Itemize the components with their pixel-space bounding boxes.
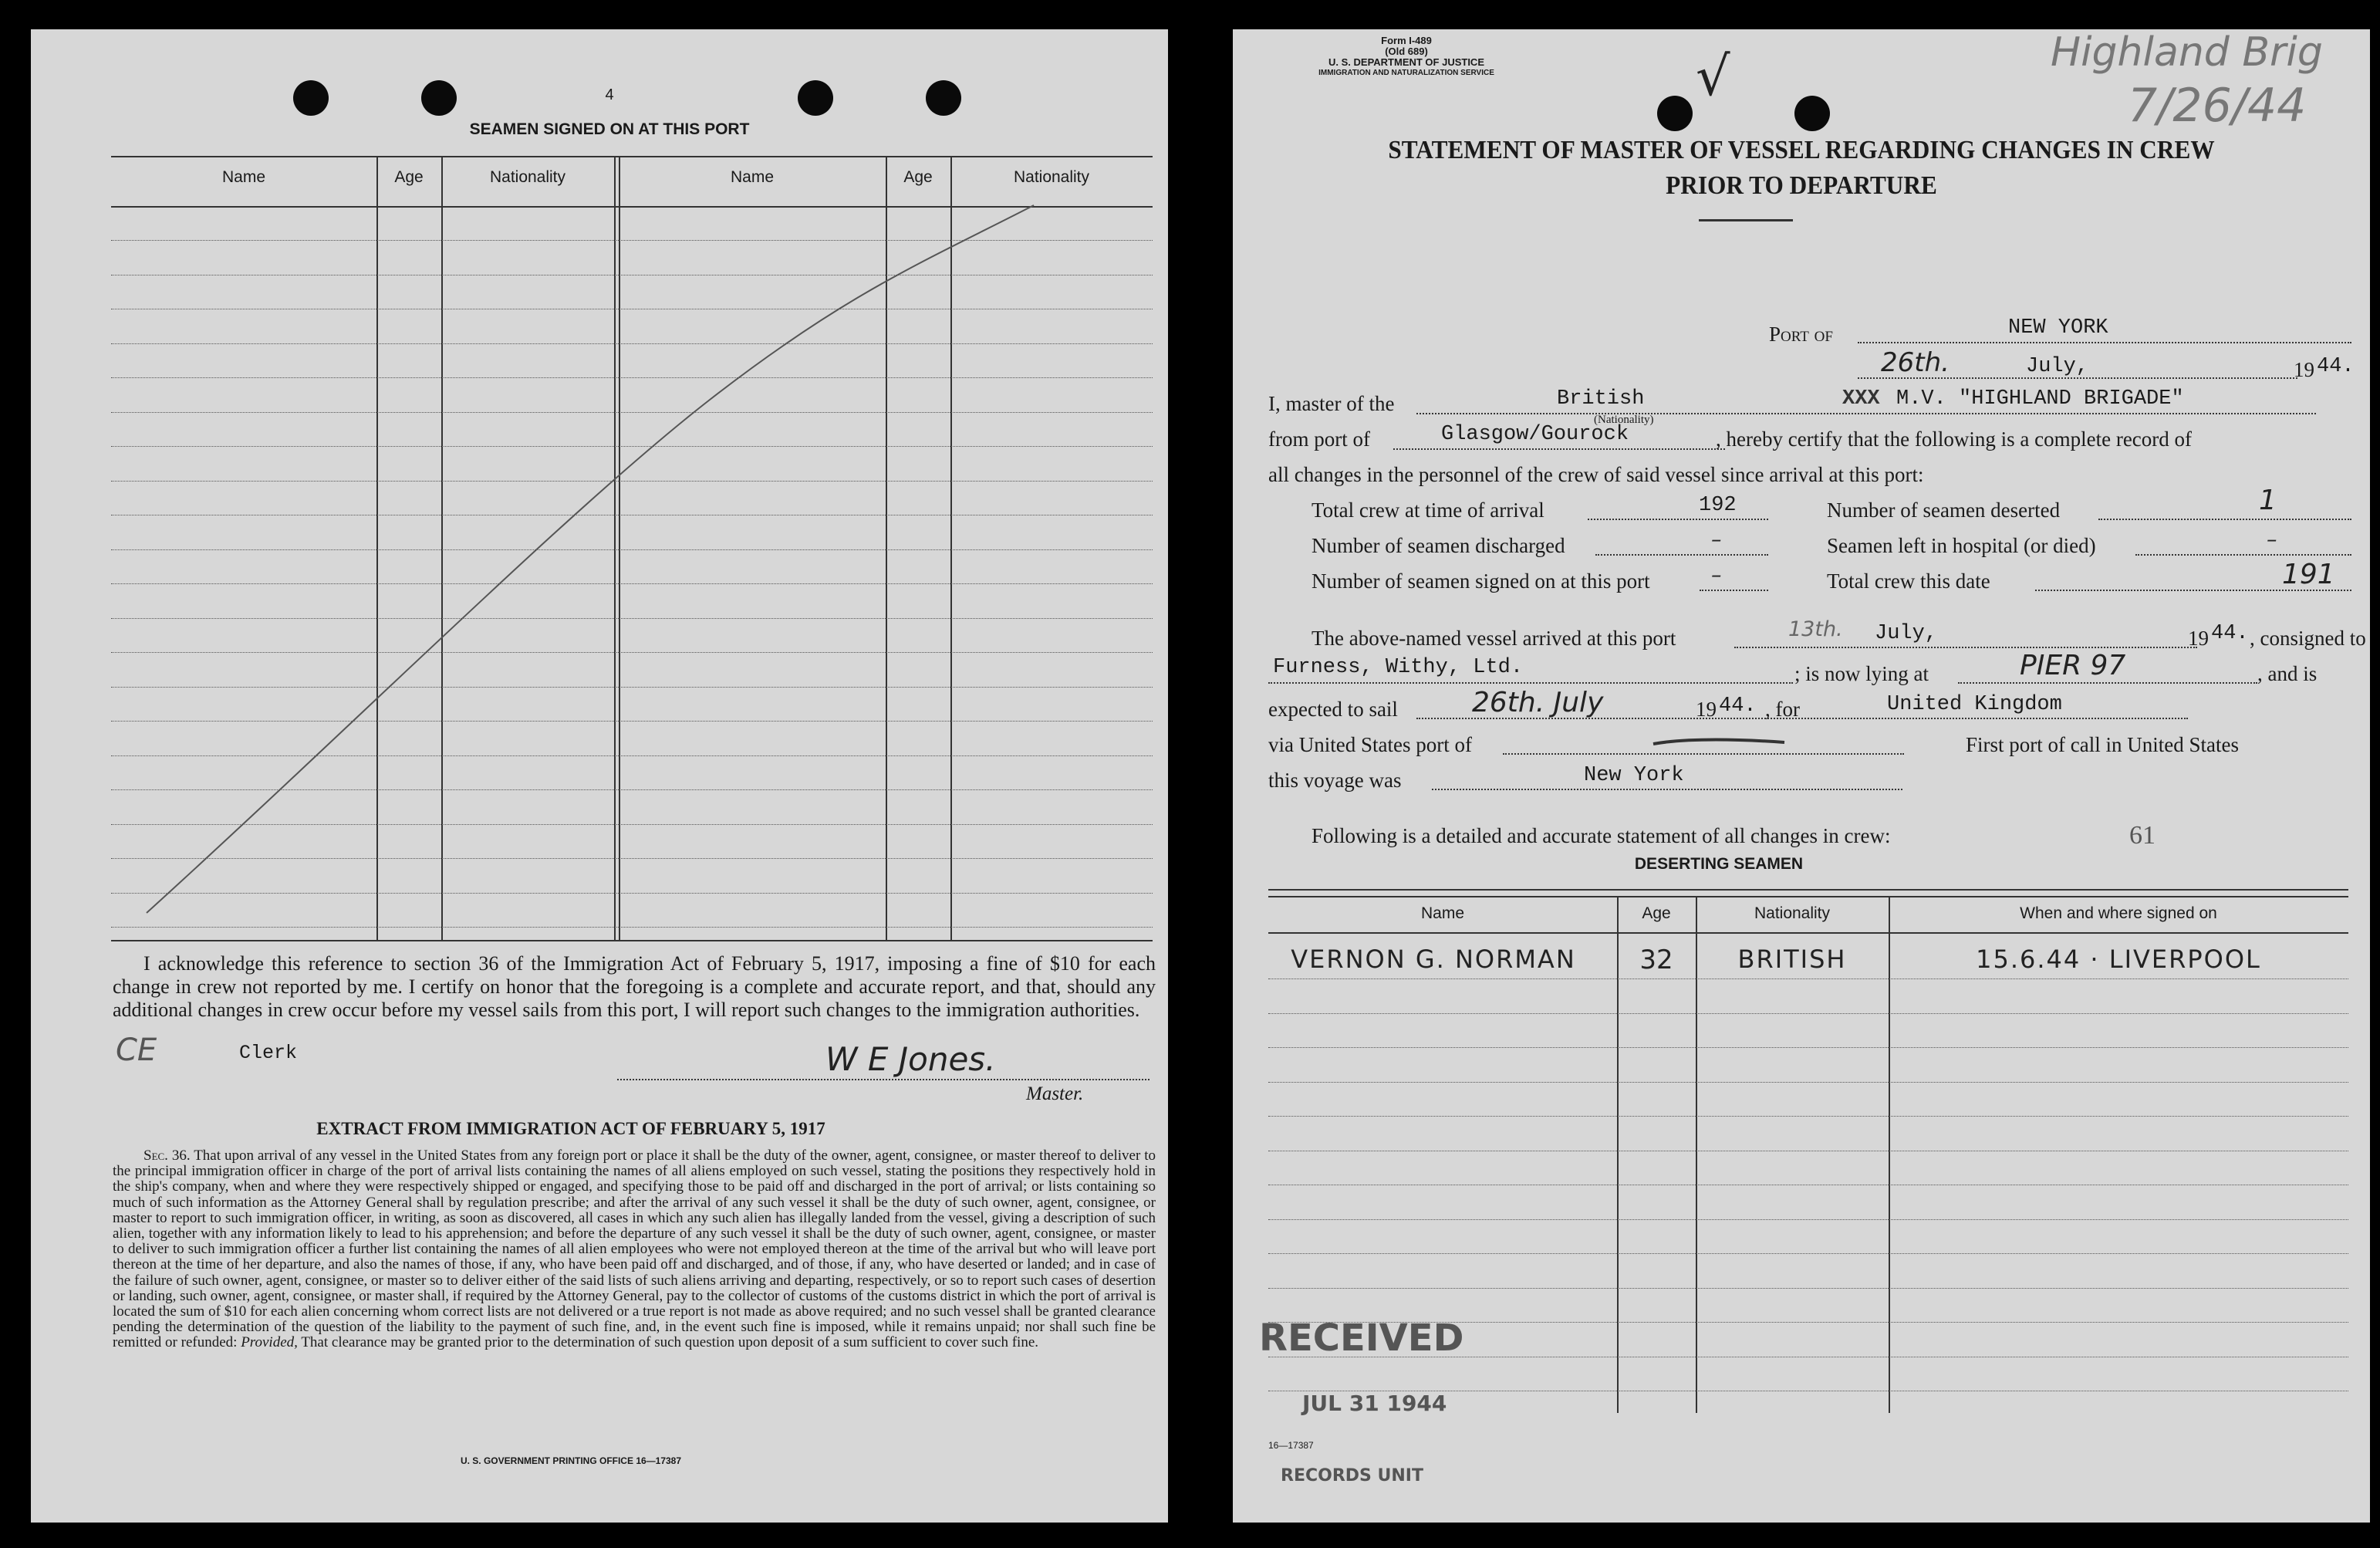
for-label: , for xyxy=(1765,698,1800,721)
extract-title: EXTRACT FROM IMMIGRATION ACT OF FEBRUARY 5, 1917 xyxy=(316,1119,825,1138)
column-header: Nationality xyxy=(1013,168,1090,186)
hospital-label: Seamen left in hospital (or died) xyxy=(1827,534,2096,557)
row-rule xyxy=(1268,978,2348,979)
column-header: Nationality xyxy=(1754,904,1831,922)
right-page xyxy=(1233,29,2370,1523)
deserter-age: 32 xyxy=(1639,945,1673,975)
signed-on-label: Number of seamen signed on at this port xyxy=(1312,570,1650,593)
year-prefix: 19 xyxy=(2188,627,2209,650)
row-rule xyxy=(1268,1047,2348,1048)
arrived-year: 44. xyxy=(2211,622,2249,645)
date-month: July, xyxy=(2026,355,2089,378)
footer-code: 16—17387 xyxy=(1268,1440,1314,1451)
total-date-value: 191 xyxy=(2282,559,2335,590)
row-rule xyxy=(1268,1013,2348,1014)
deserted-label: Number of seamen deserted xyxy=(1827,499,2061,522)
clerk-label: Clerk xyxy=(239,1042,298,1064)
column-header: Name xyxy=(221,168,266,186)
dash-stroke xyxy=(1649,730,1788,753)
port-value: NEW YORK xyxy=(2008,316,2108,340)
struck-text: XXX xyxy=(1842,387,1880,411)
consigned-label: , consigned to xyxy=(2250,627,2366,650)
year-prefix: 19 xyxy=(2294,358,2314,381)
check-mark: √ xyxy=(1696,45,1730,108)
total-arrival-label: Total crew at time of arrival xyxy=(1312,499,1544,522)
arrived-day: 13th. xyxy=(1788,617,1843,641)
deserter-nationality: BRITISH xyxy=(1737,945,1847,974)
via-label: via United States port of xyxy=(1268,733,1472,756)
column-header: Name xyxy=(730,168,775,186)
corner-date: 7/26/44 xyxy=(2128,79,2307,133)
column-header: Age xyxy=(1642,904,1671,922)
consignee-value: Furness, Withy, Ltd. xyxy=(1273,656,1524,679)
deserter-name: VERNON G. NORMAN xyxy=(1291,945,1576,974)
deserting-title: DESERTING SEAMEN xyxy=(1634,855,1804,873)
signed-on-value: – xyxy=(1711,563,1722,587)
deserter-signed-on: 15.6.44 · LIVERPOOL xyxy=(1976,945,2261,974)
page-mark: 61 xyxy=(2129,821,2156,850)
sail-date: 26th. July xyxy=(1472,687,1604,718)
page-number: 4 xyxy=(605,86,614,103)
voyage-value: New York xyxy=(1584,764,1684,787)
row-rule xyxy=(1268,1288,2348,1289)
nationality-caption: (Nationality) xyxy=(1594,414,1654,426)
column-header: Name xyxy=(1420,904,1465,922)
certify-text: , hereby certify that the following is a complete record of xyxy=(1716,428,2193,451)
section-title: SEAMEN SIGNED ON AT THIS PORT xyxy=(469,120,750,138)
date-day: 26th. xyxy=(1881,347,1950,378)
total-arrival-value: 192 xyxy=(1699,494,1737,517)
date-year: 44. xyxy=(2317,355,2355,378)
port-label: Port of xyxy=(1769,323,1833,346)
voyage-label: this voyage was xyxy=(1268,769,1402,792)
following-text: Following is a detailed and accurate statement of all changes in crew: xyxy=(1312,824,1891,847)
expected-label: expected to sail xyxy=(1268,698,1398,721)
discharged-label: Number of seamen discharged xyxy=(1312,534,1565,557)
column-header: Age xyxy=(394,168,424,186)
form-header: Form I-489 (Old 689) U. S. DEPARTMENT OF JUSTICE IMMIGRATION AND NATURALIZATION SERVICE xyxy=(1318,35,1494,77)
hospital-value: – xyxy=(2267,528,2277,552)
lying-label: ; is now lying at xyxy=(1794,662,1929,685)
and-is-label: , and is xyxy=(2257,662,2318,685)
printing-office: U. S. GOVERNMENT PRINTING OFFICE 16—17387 xyxy=(460,1455,682,1466)
records-unit-stamp: RECORDS UNIT xyxy=(1281,1466,1423,1485)
nationality-value: British xyxy=(1557,387,1645,411)
punch-hole xyxy=(1657,96,1693,131)
received-stamp: RECEIVED xyxy=(1259,1316,1464,1360)
column-header: When and where signed on xyxy=(2020,904,2217,922)
left-page xyxy=(31,29,1168,1523)
row-rule xyxy=(1268,1219,2348,1220)
form-title: STATEMENT OF MASTER OF VESSEL REGARDING CHANGES IN CREW PRIOR TO DEPARTURE xyxy=(1388,136,2215,200)
row-rule xyxy=(1268,1116,2348,1117)
master-label: Master. xyxy=(1026,1083,1084,1104)
master-signature: W E Jones. xyxy=(825,1040,996,1078)
master-of-label: I, master of the xyxy=(1268,392,1395,415)
from-port-value: Glasgow/Gourock xyxy=(1441,423,1629,446)
arrived-label: The above-named vessel arrived at this port xyxy=(1312,627,1676,650)
column-header: Nationality xyxy=(489,168,566,186)
corner-note: Highland Brig xyxy=(2051,29,2323,76)
row-rule xyxy=(1268,1253,2348,1254)
total-date-label: Total crew this date xyxy=(1827,570,1990,593)
received-date-stamp: JUL 31 1944 xyxy=(1302,1391,1447,1416)
lying-value: PIER 97 xyxy=(2020,650,2126,681)
changes-text: all changes in the personnel of the crew of said vessel since arrival at this port: xyxy=(1268,463,1924,486)
destination-value: United Kingdom xyxy=(1887,693,2062,716)
year-prefix: 19 xyxy=(1696,698,1717,721)
discharged-value: – xyxy=(1711,528,1722,552)
acknowledgement-text: I acknowledge this reference to section 36 of the Immigration Act of February 5, 1917, imposing a fine of $10 for each change in crew not reported by me. I certify on honor that the foregoing is a complete and accurate report, and that, should any additional changes in crew occur before my vessel sails from this port, I will report such changes to the immigration authorities. xyxy=(113,952,1156,1021)
cancel-stroke xyxy=(31,29,1168,955)
from-port-label: from port of xyxy=(1268,428,1370,451)
extract-text: Sec. 36. That upon arrival of any vessel in the United States from any foreign port or place it shall be the duty of the owner, agent, consignee, or master thereof to deliver to the principal immigration officer in charge of the port of arrival lists containing the names of all aliens employed on such vessel, stating the positions they respectively hold in the ship's company, when and where they were respectively shipped or engaged, and specifying those to be paid off and discharged in the port of arrival; or lists containing so much of such information as the Attorney General shall by regulation prescribe; and after the arrival of any such vessel it shall be the duty of such owner, agent, consignee, or master to report to such immigration officer, in writing, as soon as discovered, all cases in which any such alien has illegally landed from the vessel, giving a description of such alien, together with any information likely to lead to his apprehension; and before the departure of any such vessel it shall be the duty of such owner, agent, consignee, or master to deliver to such immigration officer a further list containing the names of all alien employees who were not employed thereon at the time of the arrival but who will leave port thereon at the time of her departure, and also the names of those, if any, who have been paid off and discharged, and of those, if any, who have deserted or landed; and in case of the failure of such owner, agent, consignee, or master so to deliver either of the said lists of such aliens arriving and departing, respectively, or so to report such cases of desertion or landing, such owner, agent, consignee, or master shall, if required by the Attorney General, pay to the collector of customs of the customs district in which the port of arrival is located the sum of $10 for each alien concerning whom correct lists are not delivered or a true report is not made as above required; and no such vessel shall be granted clearance pending the determination of the question of the liability to the payment of such fine, and, in the event such fine is imposed, while it remains unpaid; nor shall such fine be remitted or refunded: Provided, That clearance may be granted prior to the determination of such question upon deposit of a sum sufficient to cover such fine. xyxy=(113,1147,1156,1351)
vessel-name: M.V. "HIGHLAND BRIGADE" xyxy=(1896,387,2184,411)
column-header: Age xyxy=(903,168,933,186)
deserted-value: 1 xyxy=(2259,485,2277,516)
arrived-month: July, xyxy=(1875,622,1938,645)
first-port-label: First port of call in United States xyxy=(1966,733,2239,756)
clerk-initials: CE xyxy=(116,1033,157,1068)
punch-hole xyxy=(1794,96,1830,131)
sail-year: 44. xyxy=(1719,695,1757,718)
row-rule xyxy=(1268,1082,2348,1083)
